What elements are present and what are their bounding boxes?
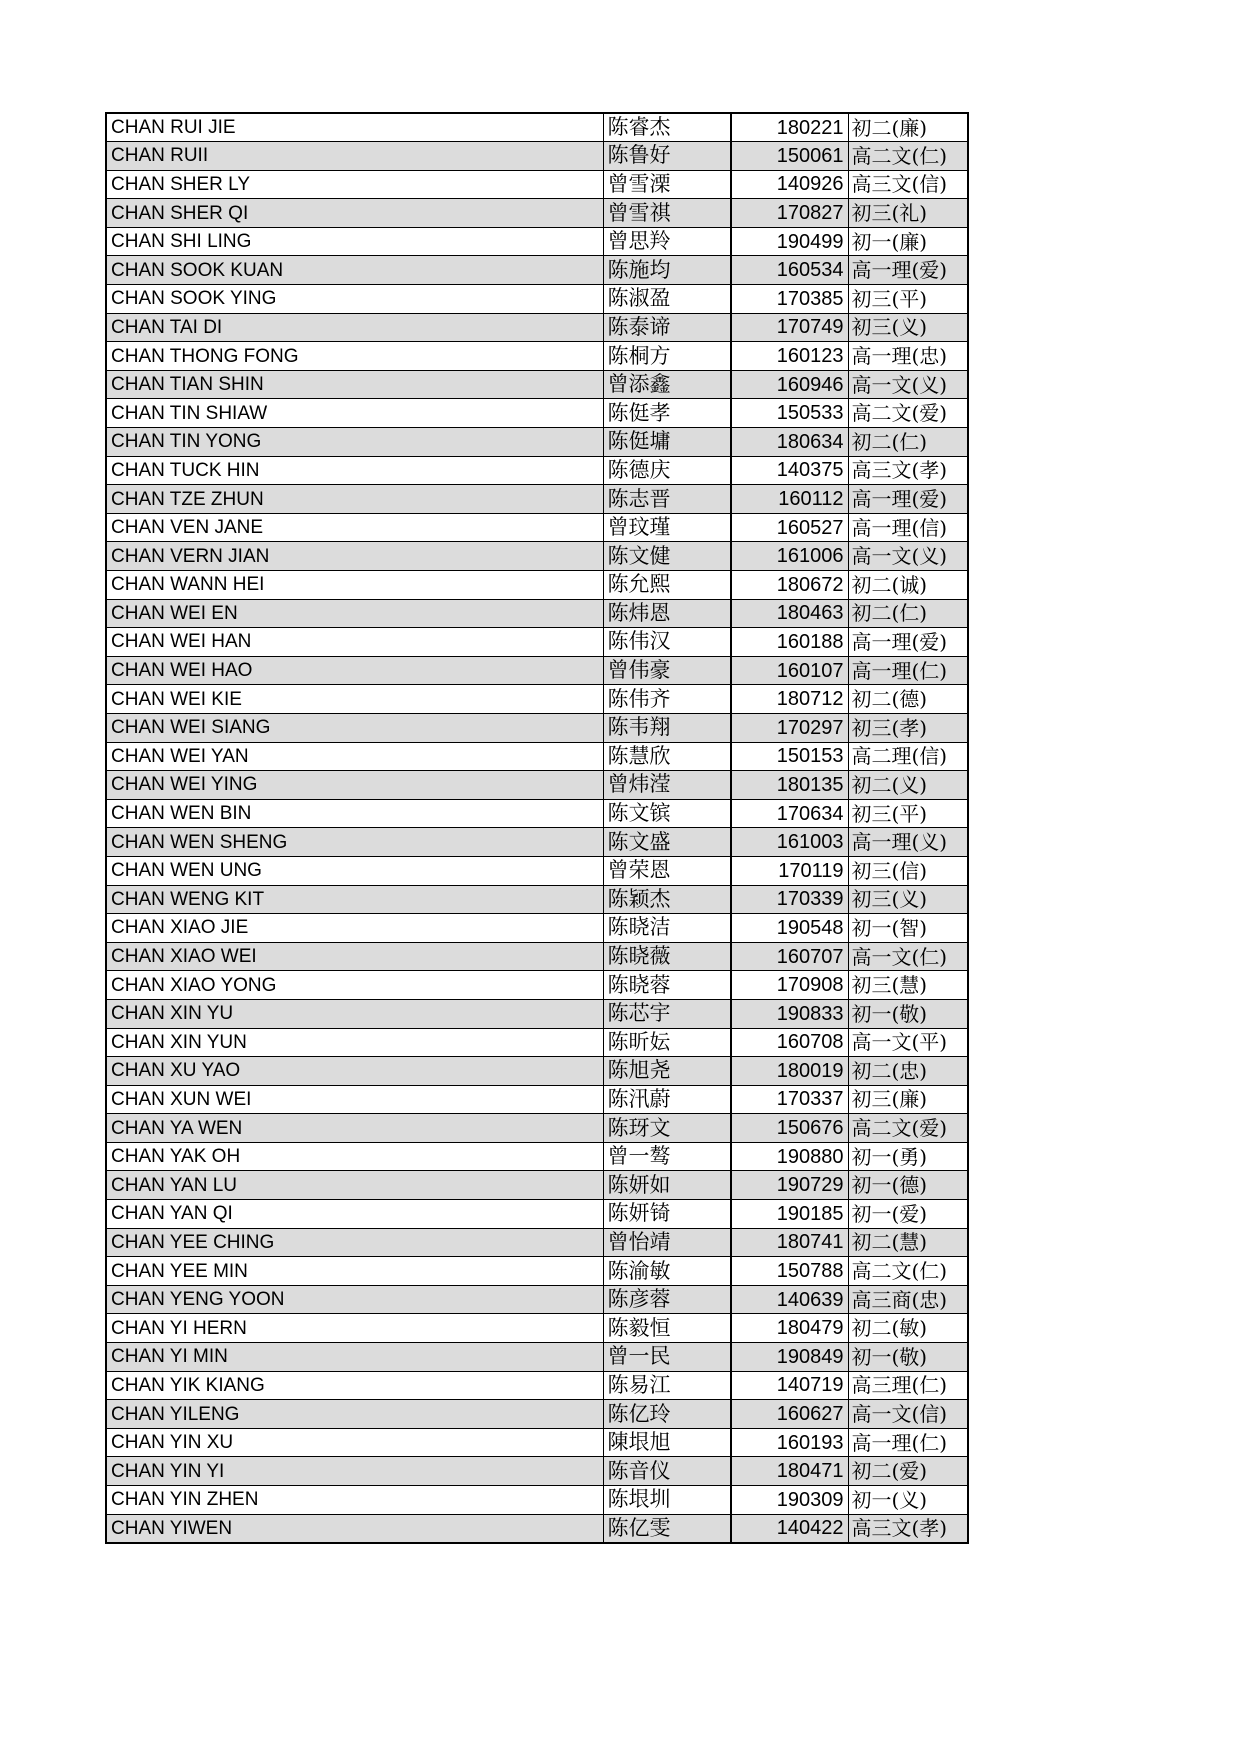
student-id-cell: 180221 — [731, 113, 848, 142]
class-cell: 高一理(仁) — [848, 656, 968, 685]
student-name-cell: CHAN WEI YING — [106, 771, 603, 800]
student-id-cell: 190548 — [731, 914, 848, 943]
student-id-cell: 170119 — [731, 856, 848, 885]
chinese-name-cell: 陈泰谛 — [603, 313, 731, 342]
student-id-cell: 170337 — [731, 1085, 848, 1114]
student-id-cell: 150061 — [731, 142, 848, 171]
class-cell: 初三(义) — [848, 885, 968, 914]
class-cell: 高三文(信) — [848, 170, 968, 199]
table-row — [106, 742, 968, 771]
student-id-cell: 190849 — [731, 1343, 848, 1372]
chinese-name-cell: 陈渝敏 — [603, 1257, 731, 1286]
table-row — [106, 1257, 968, 1286]
student-name-cell: CHAN WENG KIT — [106, 885, 603, 914]
class-cell: 初二(慧) — [848, 1228, 968, 1257]
table-row — [106, 942, 968, 971]
table-row — [106, 1514, 968, 1543]
class-cell: 高三文(孝) — [848, 456, 968, 485]
class-cell: 高一理(忠) — [848, 342, 968, 371]
chinese-name-cell: 陈文镔 — [603, 799, 731, 828]
table-row — [106, 856, 968, 885]
class-cell: 初一(敬) — [848, 999, 968, 1028]
student-name-cell: CHAN YENG YOON — [106, 1285, 603, 1314]
student-id-cell: 190880 — [731, 1142, 848, 1171]
student-id-cell: 160193 — [731, 1428, 848, 1457]
student-name-cell: CHAN XIAO WEI — [106, 942, 603, 971]
student-id-cell: 150153 — [731, 742, 848, 771]
chinese-name-cell: 陈侹孝 — [603, 399, 731, 428]
chinese-name-cell: 陈晓薇 — [603, 942, 731, 971]
class-cell: 高三理(仁) — [848, 1371, 968, 1400]
chinese-name-cell: 曾添鑫 — [603, 370, 731, 399]
table-row — [106, 1114, 968, 1143]
table-row — [106, 1314, 968, 1343]
chinese-name-cell: 陈德庆 — [603, 456, 731, 485]
student-name-cell: CHAN YIN ZHEN — [106, 1486, 603, 1515]
student-name-cell: CHAN YAN LU — [106, 1171, 603, 1200]
student-name-cell: CHAN TIAN SHIN — [106, 370, 603, 399]
student-id-cell: 150788 — [731, 1257, 848, 1286]
student-name-cell: CHAN TIN YONG — [106, 428, 603, 457]
student-id-cell: 190729 — [731, 1171, 848, 1200]
student-id-cell: 140926 — [731, 170, 848, 199]
table-row — [106, 571, 968, 600]
student-id-cell: 170385 — [731, 285, 848, 314]
student-id-cell: 180672 — [731, 571, 848, 600]
student-name-cell: CHAN SHI LING — [106, 227, 603, 256]
table-row — [106, 227, 968, 256]
class-cell: 高一理(仁) — [848, 1428, 968, 1457]
table-row — [106, 1457, 968, 1486]
class-cell: 初三(信) — [848, 856, 968, 885]
chinese-name-cell: 曾雪溧 — [603, 170, 731, 199]
student-id-cell: 160112 — [731, 485, 848, 514]
table-row — [106, 1142, 968, 1171]
class-cell: 高一文(义) — [848, 542, 968, 571]
student-table — [105, 112, 969, 1544]
student-name-cell: CHAN WEN UNG — [106, 856, 603, 885]
table-row — [106, 914, 968, 943]
student-name-cell: CHAN YAK OH — [106, 1142, 603, 1171]
student-id-cell: 170827 — [731, 199, 848, 228]
student-name-cell: CHAN XIAO YONG — [106, 971, 603, 1000]
class-cell: 高一文(义) — [848, 370, 968, 399]
class-cell: 高二理(信) — [848, 742, 968, 771]
student-name-cell: CHAN TUCK HIN — [106, 456, 603, 485]
chinese-name-cell: 陈伟齐 — [603, 685, 731, 714]
student-id-cell: 190309 — [731, 1486, 848, 1515]
class-cell: 初二(诚) — [848, 571, 968, 600]
student-id-cell: 190185 — [731, 1200, 848, 1229]
chinese-name-cell: 陈施均 — [603, 256, 731, 285]
student-id-cell: 161006 — [731, 542, 848, 571]
chinese-name-cell: 陈晓蓉 — [603, 971, 731, 1000]
student-name-cell: CHAN YA WEN — [106, 1114, 603, 1143]
student-name-cell: CHAN SHER LY — [106, 170, 603, 199]
student-id-cell: 170297 — [731, 713, 848, 742]
student-name-cell: CHAN SOOK YING — [106, 285, 603, 314]
student-id-cell: 140719 — [731, 1371, 848, 1400]
class-cell: 初二(廉) — [848, 113, 968, 142]
table-row — [106, 1285, 968, 1314]
chinese-name-cell: 陈文盛 — [603, 828, 731, 857]
chinese-name-cell: 曾玟瑾 — [603, 513, 731, 542]
student-id-cell: 160188 — [731, 628, 848, 657]
table-row — [106, 342, 968, 371]
table-row — [106, 885, 968, 914]
class-cell: 初三(孝) — [848, 713, 968, 742]
class-cell: 高一文(信) — [848, 1400, 968, 1429]
table-row — [106, 999, 968, 1028]
class-cell: 初二(仁) — [848, 599, 968, 628]
chinese-name-cell: 曾怡靖 — [603, 1228, 731, 1257]
student-name-cell: CHAN RUII — [106, 142, 603, 171]
student-name-cell: CHAN YIK KIANG — [106, 1371, 603, 1400]
student-id-cell: 190833 — [731, 999, 848, 1028]
student-id-cell: 180479 — [731, 1314, 848, 1343]
student-id-cell: 140375 — [731, 456, 848, 485]
student-id-cell: 150676 — [731, 1114, 848, 1143]
student-name-cell: CHAN WEI HAO — [106, 656, 603, 685]
student-id-cell: 170749 — [731, 313, 848, 342]
class-cell: 初一(德) — [848, 1171, 968, 1200]
table-row — [106, 1428, 968, 1457]
table-row — [106, 1085, 968, 1114]
chinese-name-cell: 曾炜滢 — [603, 771, 731, 800]
class-cell: 高一文(仁) — [848, 942, 968, 971]
chinese-name-cell: 陈旭尧 — [603, 1057, 731, 1086]
student-id-cell: 160527 — [731, 513, 848, 542]
student-name-cell: CHAN YI HERN — [106, 1314, 603, 1343]
class-cell: 初二(德) — [848, 685, 968, 714]
student-id-cell: 160534 — [731, 256, 848, 285]
table-row — [106, 685, 968, 714]
class-cell: 初三(礼) — [848, 199, 968, 228]
student-name-cell: CHAN XU YAO — [106, 1057, 603, 1086]
table-row — [106, 1400, 968, 1429]
student-id-cell: 161003 — [731, 828, 848, 857]
student-id-cell: 180741 — [731, 1228, 848, 1257]
student-id-cell: 140639 — [731, 1285, 848, 1314]
chinese-name-cell: 陈彦蓉 — [603, 1285, 731, 1314]
table-row — [106, 1343, 968, 1372]
student-id-cell: 170634 — [731, 799, 848, 828]
chinese-name-cell: 曾伟豪 — [603, 656, 731, 685]
table-row — [106, 1200, 968, 1229]
class-cell: 初三(廉) — [848, 1085, 968, 1114]
class-cell: 高二文(爱) — [848, 1114, 968, 1143]
student-id-cell: 160123 — [731, 342, 848, 371]
student-name-cell: CHAN YIWEN — [106, 1514, 603, 1543]
student-id-cell: 180634 — [731, 428, 848, 457]
class-cell: 初二(忠) — [848, 1057, 968, 1086]
student-id-cell: 180019 — [731, 1057, 848, 1086]
table-row — [106, 656, 968, 685]
chinese-name-cell: 陈垠圳 — [603, 1486, 731, 1515]
student-name-cell: CHAN YAN QI — [106, 1200, 603, 1229]
student-name-cell: CHAN XIN YU — [106, 999, 603, 1028]
table-row — [106, 1171, 968, 1200]
table-row — [106, 199, 968, 228]
chinese-name-cell: 陈颖杰 — [603, 885, 731, 914]
class-cell: 初三(义) — [848, 313, 968, 342]
chinese-name-cell: 陈妍锜 — [603, 1200, 731, 1229]
table-row — [106, 513, 968, 542]
class-cell: 高一理(爱) — [848, 485, 968, 514]
student-id-cell: 160946 — [731, 370, 848, 399]
table-row — [106, 399, 968, 428]
student-name-cell: CHAN VEN JANE — [106, 513, 603, 542]
chinese-name-cell: 曾荣恩 — [603, 856, 731, 885]
table-row — [106, 1028, 968, 1057]
chinese-name-cell: 陈韦翔 — [603, 713, 731, 742]
table-row — [106, 1371, 968, 1400]
student-name-cell: CHAN XUN WEI — [106, 1085, 603, 1114]
student-id-cell: 150533 — [731, 399, 848, 428]
class-cell: 初二(敏) — [848, 1314, 968, 1343]
table-row — [106, 456, 968, 485]
student-table-body — [106, 113, 968, 1543]
table-row — [106, 1228, 968, 1257]
student-name-cell: CHAN TAI DI — [106, 313, 603, 342]
student-name-cell: CHAN RUI JIE — [106, 113, 603, 142]
student-id-cell: 170908 — [731, 971, 848, 1000]
student-name-cell: CHAN WANN HEI — [106, 571, 603, 600]
chinese-name-cell: 曾一骜 — [603, 1142, 731, 1171]
student-name-cell: CHAN WEI HAN — [106, 628, 603, 657]
table-row — [106, 1486, 968, 1515]
chinese-name-cell: 陈玡文 — [603, 1114, 731, 1143]
class-cell: 初三(慧) — [848, 971, 968, 1000]
chinese-name-cell: 陈亿雯 — [603, 1514, 731, 1543]
chinese-name-cell: 陈慧欣 — [603, 742, 731, 771]
class-cell: 初三(平) — [848, 285, 968, 314]
table-row — [106, 256, 968, 285]
table-row — [106, 1057, 968, 1086]
table-row — [106, 485, 968, 514]
table-row — [106, 971, 968, 1000]
student-id-cell: 160107 — [731, 656, 848, 685]
chinese-name-cell: 陈文健 — [603, 542, 731, 571]
chinese-name-cell: 陈侹墉 — [603, 428, 731, 457]
chinese-name-cell: 陈桐方 — [603, 342, 731, 371]
table-row — [106, 599, 968, 628]
table-row — [106, 799, 968, 828]
class-cell: 初三(平) — [848, 799, 968, 828]
student-name-cell: CHAN WEN SHENG — [106, 828, 603, 857]
class-cell: 初一(爱) — [848, 1200, 968, 1229]
chinese-name-cell: 陈睿杰 — [603, 113, 731, 142]
class-cell: 高一文(平) — [848, 1028, 968, 1057]
chinese-name-cell: 陈淑盈 — [603, 285, 731, 314]
chinese-name-cell: 陈毅恒 — [603, 1314, 731, 1343]
class-cell: 初一(廉) — [848, 227, 968, 256]
class-cell: 高一理(爱) — [848, 628, 968, 657]
class-cell: 高三文(孝) — [848, 1514, 968, 1543]
student-id-cell: 180463 — [731, 599, 848, 628]
table-row — [106, 428, 968, 457]
student-name-cell: CHAN YI MIN — [106, 1343, 603, 1372]
chinese-name-cell: 陈志晋 — [603, 485, 731, 514]
student-name-cell: CHAN YIN XU — [106, 1428, 603, 1457]
student-name-cell: CHAN WEI KIE — [106, 685, 603, 714]
chinese-name-cell: 曾雪祺 — [603, 199, 731, 228]
chinese-name-cell: 陳垠旭 — [603, 1428, 731, 1457]
student-id-cell: 180471 — [731, 1457, 848, 1486]
table-row — [106, 313, 968, 342]
table-row — [106, 113, 968, 142]
chinese-name-cell: 陈昕妘 — [603, 1028, 731, 1057]
chinese-name-cell: 陈允熙 — [603, 571, 731, 600]
chinese-name-cell: 陈易江 — [603, 1371, 731, 1400]
student-name-cell: CHAN THONG FONG — [106, 342, 603, 371]
student-name-cell: CHAN SHER QI — [106, 199, 603, 228]
chinese-name-cell: 陈芯宇 — [603, 999, 731, 1028]
chinese-name-cell: 陈亿玲 — [603, 1400, 731, 1429]
student-name-cell: CHAN TIN SHIAW — [106, 399, 603, 428]
chinese-name-cell: 陈鲁好 — [603, 142, 731, 171]
student-id-cell: 160707 — [731, 942, 848, 971]
table-row — [106, 771, 968, 800]
student-name-cell: CHAN VERN JIAN — [106, 542, 603, 571]
chinese-name-cell: 陈汛蔚 — [603, 1085, 731, 1114]
student-name-cell: CHAN XIAO JIE — [106, 914, 603, 943]
chinese-name-cell: 陈炜恩 — [603, 599, 731, 628]
class-cell: 初二(义) — [848, 771, 968, 800]
class-cell: 初一(敬) — [848, 1343, 968, 1372]
chinese-name-cell: 曾思羚 — [603, 227, 731, 256]
student-name-cell: CHAN SOOK KUAN — [106, 256, 603, 285]
class-cell: 高一理(爱) — [848, 256, 968, 285]
table-row — [106, 370, 968, 399]
table-row — [106, 828, 968, 857]
class-cell: 高一理(义) — [848, 828, 968, 857]
table-row — [106, 713, 968, 742]
class-cell: 高二文(仁) — [848, 142, 968, 171]
student-name-cell: CHAN WEI EN — [106, 599, 603, 628]
student-name-cell: CHAN WEN BIN — [106, 799, 603, 828]
student-name-cell: CHAN WEI YAN — [106, 742, 603, 771]
student-id-cell: 140422 — [731, 1514, 848, 1543]
chinese-name-cell: 曾一民 — [603, 1343, 731, 1372]
chinese-name-cell: 陈晓洁 — [603, 914, 731, 943]
student-id-cell: 190499 — [731, 227, 848, 256]
class-cell: 高二文(爱) — [848, 399, 968, 428]
class-cell: 初一(勇) — [848, 1142, 968, 1171]
student-name-cell: CHAN YEE CHING — [106, 1228, 603, 1257]
table-row — [106, 170, 968, 199]
student-name-cell: CHAN TZE ZHUN — [106, 485, 603, 514]
class-cell: 高二文(仁) — [848, 1257, 968, 1286]
class-cell: 初一(智) — [848, 914, 968, 943]
student-id-cell: 160708 — [731, 1028, 848, 1057]
student-name-cell: CHAN YILENG — [106, 1400, 603, 1429]
chinese-name-cell: 陈妍如 — [603, 1171, 731, 1200]
student-id-cell: 180135 — [731, 771, 848, 800]
table-row — [106, 285, 968, 314]
class-cell: 初二(仁) — [848, 428, 968, 457]
student-name-cell: CHAN XIN YUN — [106, 1028, 603, 1057]
class-cell: 初一(义) — [848, 1486, 968, 1515]
class-cell: 高一理(信) — [848, 513, 968, 542]
table-row — [106, 142, 968, 171]
chinese-name-cell: 陈音仪 — [603, 1457, 731, 1486]
class-cell: 高三商(忠) — [848, 1285, 968, 1314]
student-id-cell: 160627 — [731, 1400, 848, 1429]
student-name-cell: CHAN YEE MIN — [106, 1257, 603, 1286]
table-row — [106, 542, 968, 571]
chinese-name-cell: 陈伟汉 — [603, 628, 731, 657]
student-name-cell: CHAN WEI SIANG — [106, 713, 603, 742]
class-cell: 初二(爱) — [848, 1457, 968, 1486]
student-id-cell: 180712 — [731, 685, 848, 714]
table-row — [106, 628, 968, 657]
student-name-cell: CHAN YIN YI — [106, 1457, 603, 1486]
student-id-cell: 170339 — [731, 885, 848, 914]
